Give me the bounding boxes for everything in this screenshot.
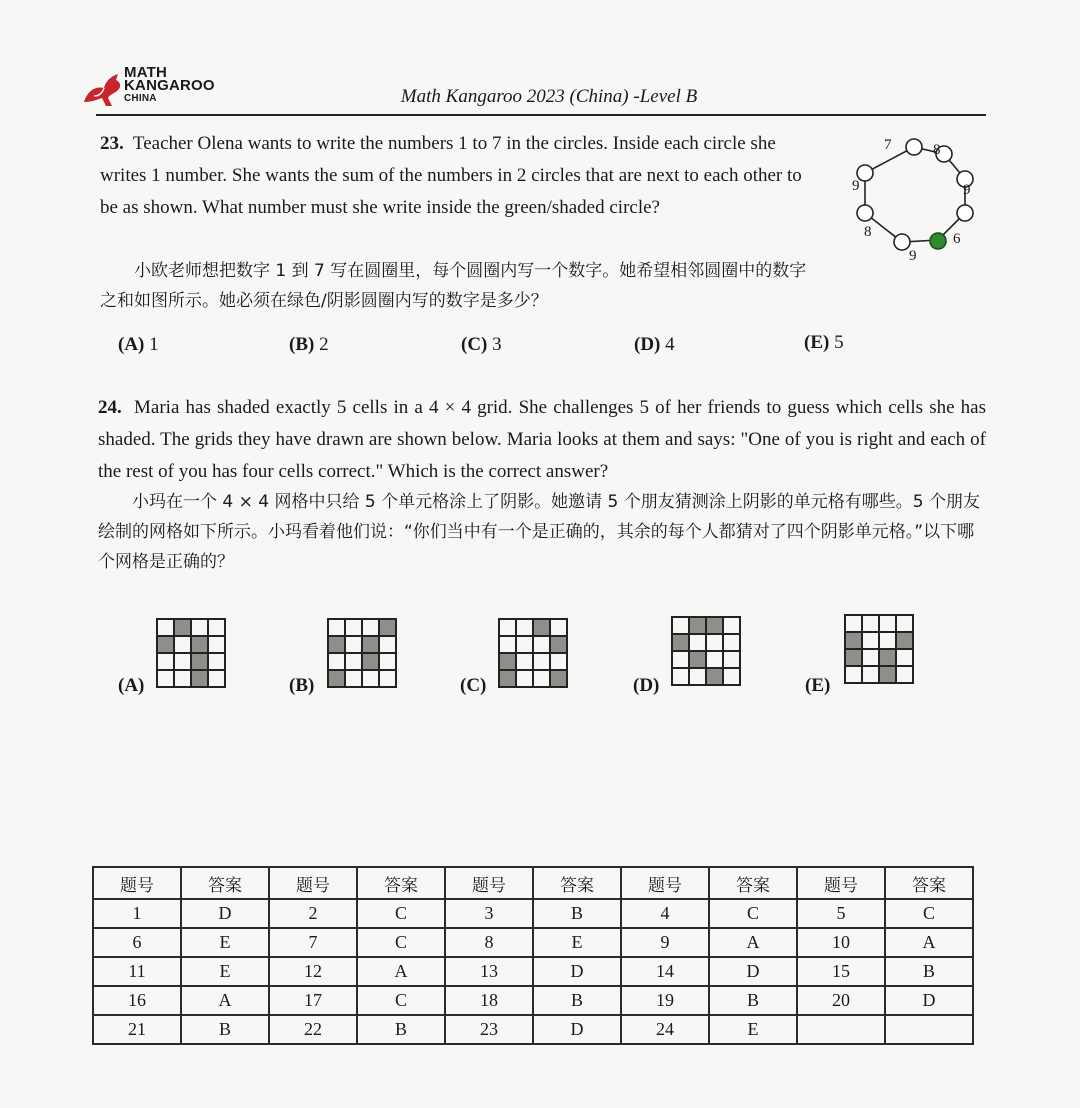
q23-sum-label: 9 <box>909 248 917 264</box>
header-rule <box>96 114 986 116</box>
question-number-cell: 11 <box>93 957 181 986</box>
grid-cell <box>896 666 913 683</box>
grid-cell-shaded <box>845 649 862 666</box>
grid-cell <box>191 619 208 636</box>
answer-cell: D <box>181 899 269 928</box>
answer-cell: D <box>709 957 797 986</box>
question-number-cell: 13 <box>445 957 533 986</box>
grid-cell-shaded <box>879 649 896 666</box>
grid-cell <box>896 615 913 632</box>
answer-cell: E <box>181 928 269 957</box>
answer-table-header-cell: 答案 <box>709 867 797 899</box>
answer-table-header-cell: 题号 <box>797 867 885 899</box>
question-number-cell: 1 <box>93 899 181 928</box>
question-number-cell: 2 <box>269 899 357 928</box>
grid-cell-shaded <box>157 636 174 653</box>
grid-cell <box>345 653 362 670</box>
grid-cell-shaded <box>706 668 723 685</box>
question-number-cell: 21 <box>93 1015 181 1044</box>
grid-cell <box>533 636 550 653</box>
q24-option-d-label[interactable]: (D) <box>633 675 660 696</box>
grid-cell <box>862 615 879 632</box>
question-number-cell: 12 <box>269 957 357 986</box>
answer-cell: A <box>885 928 973 957</box>
q23-option-e[interactable]: (E) 5 <box>804 332 844 353</box>
question-number-cell: 14 <box>621 957 709 986</box>
grid-cell <box>208 636 225 653</box>
grid-cell-shaded <box>706 617 723 634</box>
grid-cell <box>879 615 896 632</box>
answer-cell <box>885 1015 973 1044</box>
grid-cell-shaded <box>362 653 379 670</box>
question-number-cell: 6 <box>93 928 181 957</box>
q23-circle <box>957 205 973 221</box>
question-number-cell: 9 <box>621 928 709 957</box>
answer-table-header-cell: 答案 <box>885 867 973 899</box>
q23-option-b[interactable]: (B) 2 <box>289 334 329 355</box>
answer-cell: E <box>709 1015 797 1044</box>
grid-cell-shaded <box>533 619 550 636</box>
grid-cell <box>362 670 379 687</box>
q23-sum-label: 6 <box>953 231 961 247</box>
q23-option-d[interactable]: (D) 4 <box>634 334 675 355</box>
q24-text: Maria has shaded exactly 5 cells in a 4 × 4 grid. She challenges 5 of her friends to guess which cells she has shaded. The grids they have drawn are shown below. Maria looks at them and says: "One of you is right and each of the rest of you has four cells correct." Which is the correct answer? <box>98 397 986 482</box>
q24-text-en <box>98 392 986 488</box>
answer-cell: B <box>885 957 973 986</box>
question-number-cell: 8 <box>445 928 533 957</box>
grid-cell-shaded <box>328 636 345 653</box>
grid-cell <box>706 634 723 651</box>
grid-cell <box>157 619 174 636</box>
grid-cell-shaded <box>499 653 516 670</box>
q23-sum-label: 8 <box>933 142 941 158</box>
grid-cell <box>208 653 225 670</box>
logo-line-kangaroo: KANGAROO <box>124 77 215 94</box>
q24-grid-c[interactable] <box>498 618 568 688</box>
answer-table-header-cell: 答案 <box>181 867 269 899</box>
grid-cell <box>157 670 174 687</box>
grid-cell-shaded <box>174 619 191 636</box>
grid-cell <box>862 632 879 649</box>
question-number-cell: 19 <box>621 986 709 1015</box>
grid-cell <box>862 666 879 683</box>
grid-cell-shaded <box>672 634 689 651</box>
q23-sum-label: 9 <box>852 178 860 194</box>
grid-cell <box>672 651 689 668</box>
grid-cell <box>328 653 345 670</box>
q24-grid-b[interactable] <box>327 618 397 688</box>
answer-table-row <box>93 957 973 986</box>
grid-cell-shaded <box>499 670 516 687</box>
question-number-cell <box>797 1015 885 1044</box>
question-number-cell: 15 <box>797 957 885 986</box>
grid-cell-shaded <box>879 666 896 683</box>
answer-cell: B <box>533 986 621 1015</box>
q24-number: 24. <box>98 397 122 418</box>
grid-cell-shaded <box>896 632 913 649</box>
question-number-cell: 5 <box>797 899 885 928</box>
question-number-cell: 4 <box>621 899 709 928</box>
answer-cell: B <box>357 1015 445 1044</box>
question-number-cell: 22 <box>269 1015 357 1044</box>
grid-cell <box>689 634 706 651</box>
grid-cell <box>723 651 740 668</box>
q23-text-en <box>100 128 820 224</box>
grid-cell <box>362 619 379 636</box>
question-number-cell: 23 <box>445 1015 533 1044</box>
grid-cell <box>723 668 740 685</box>
grid-cell <box>157 653 174 670</box>
answer-table-header-cell: 题号 <box>269 867 357 899</box>
question-number-cell: 20 <box>797 986 885 1015</box>
q23-option-a[interactable]: (A) 1 <box>118 334 159 355</box>
answer-table-header-cell: 题号 <box>445 867 533 899</box>
q24-option-b-label[interactable]: (B) <box>289 675 315 696</box>
answer-cell: D <box>885 986 973 1015</box>
grid-cell-shaded <box>362 636 379 653</box>
grid-cell <box>550 653 567 670</box>
grid-cell <box>208 670 225 687</box>
grid-cell <box>208 619 225 636</box>
grid-cell <box>862 649 879 666</box>
grid-cell-shaded <box>379 619 396 636</box>
q23-number: 23. <box>100 133 124 154</box>
answer-table-header-cell: 题号 <box>93 867 181 899</box>
grid-cell <box>516 670 533 687</box>
grid-cell <box>550 619 567 636</box>
page-header-title: Math Kangaroo 2023 (China) -Level B <box>400 86 698 107</box>
q24-text-zh: 小玛在一个 4 × 4 网格中只给 5 个单元格涂上了阴影。她邀请 5 个朋友猜测涂上阴影的单元格有哪些。5 个朋友绘制的网格如下所示。小玛看着他们说：“你们当中有一个是正确的，其余的每个人都猜对了四个阴影单元格。”以下哪个网格是正确的？ <box>98 492 980 572</box>
answer-cell: B <box>533 899 621 928</box>
grid-cell <box>328 619 345 636</box>
q23-circle <box>906 139 922 155</box>
q23-circle <box>857 205 873 221</box>
grid-cell-shaded <box>550 636 567 653</box>
q23-green-circle <box>930 233 946 249</box>
grid-cell <box>879 632 896 649</box>
grid-cell <box>345 619 362 636</box>
answer-cell: E <box>533 928 621 957</box>
q24-grid-a[interactable] <box>156 618 226 688</box>
grid-cell <box>672 617 689 634</box>
q23-circle-ring <box>840 128 990 268</box>
logo-line-china: CHINA <box>124 93 157 104</box>
grid-cell <box>896 649 913 666</box>
grid-cell-shaded <box>191 653 208 670</box>
q23-sum-label: 9 <box>963 182 971 198</box>
grid-cell <box>533 653 550 670</box>
grid-cell-shaded <box>845 632 862 649</box>
question-number-cell: 17 <box>269 986 357 1015</box>
grid-cell <box>499 619 516 636</box>
grid-cell <box>345 636 362 653</box>
grid-cell <box>516 636 533 653</box>
q24-option-a-label[interactable]: (A) <box>118 675 145 696</box>
grid-cell <box>174 653 191 670</box>
answer-table-row <box>93 1015 973 1044</box>
grid-cell <box>845 666 862 683</box>
grid-cell <box>379 636 396 653</box>
answer-table-row <box>93 928 973 957</box>
answer-table-header-cell: 答案 <box>533 867 621 899</box>
q24-grid-d[interactable] <box>671 616 741 686</box>
grid-cell <box>533 670 550 687</box>
answer-cell: C <box>357 899 445 928</box>
grid-cell <box>174 670 191 687</box>
question-number-cell: 24 <box>621 1015 709 1044</box>
grid-cell <box>379 670 396 687</box>
grid-cell <box>706 651 723 668</box>
question-number-cell: 10 <box>797 928 885 957</box>
q23-circle <box>894 234 910 250</box>
grid-cell <box>499 636 516 653</box>
logo-line-math: MATH <box>124 64 168 81</box>
answer-table-header <box>93 867 973 899</box>
grid-cell-shaded <box>689 617 706 634</box>
grid-cell <box>345 670 362 687</box>
answer-cell: D <box>533 1015 621 1044</box>
question-number-cell: 3 <box>445 899 533 928</box>
question-number-cell: 18 <box>445 986 533 1015</box>
answer-cell: E <box>181 957 269 986</box>
grid-cell-shaded <box>191 670 208 687</box>
question-number-cell: 7 <box>269 928 357 957</box>
grid-cell <box>689 668 706 685</box>
answer-cell: A <box>709 928 797 957</box>
answer-cell: B <box>181 1015 269 1044</box>
answer-table-header-cell: 题号 <box>621 867 709 899</box>
grid-cell-shaded <box>328 670 345 687</box>
answer-cell: B <box>709 986 797 1015</box>
q24-option-e-label[interactable]: (E) <box>805 675 831 696</box>
q23-sum-label: 7 <box>884 137 892 153</box>
grid-cell <box>723 617 740 634</box>
answer-table-row <box>93 899 973 928</box>
answer-cell: C <box>357 928 445 957</box>
answer-cell: A <box>181 986 269 1015</box>
grid-cell <box>516 619 533 636</box>
question-number-cell: 16 <box>93 986 181 1015</box>
grid-cell-shaded <box>550 670 567 687</box>
q24-grid-e[interactable] <box>844 614 914 684</box>
answer-cell: C <box>885 899 973 928</box>
grid-cell <box>723 634 740 651</box>
q23-option-c[interactable]: (C) 3 <box>461 334 502 355</box>
q23-text-zh: 小欧老师想把数字 1 到 7 写在圆圈里，每个圆圈内写一个数字。她希望相邻圆圈中的数字之和如图所示。她必须在绿色/阴影圆圈内写的数字是多少？ <box>100 261 807 311</box>
grid-cell <box>174 636 191 653</box>
grid-cell <box>672 668 689 685</box>
grid-cell-shaded <box>689 651 706 668</box>
q23-sum-label: 8 <box>864 224 872 240</box>
grid-cell-shaded <box>191 636 208 653</box>
q24-option-c-label[interactable]: (C) <box>460 675 487 696</box>
answer-cell: C <box>709 899 797 928</box>
grid-cell <box>845 615 862 632</box>
answer-cell: A <box>357 957 445 986</box>
answer-table-row <box>93 986 973 1015</box>
q23-text: Teacher Olena wants to write the numbers 1 to 7 in the circles. Inside each circle she writes 1 number. She wants the sum of the numbers in 2 circles that are next to each other to be as shown. What number must she write inside the green/shaded circle? <box>100 133 802 218</box>
grid-cell <box>379 653 396 670</box>
answer-cell: C <box>357 986 445 1015</box>
answer-key-table <box>92 866 974 1045</box>
answer-cell: D <box>533 957 621 986</box>
answer-table-header-cell: 答案 <box>357 867 445 899</box>
grid-cell <box>516 653 533 670</box>
